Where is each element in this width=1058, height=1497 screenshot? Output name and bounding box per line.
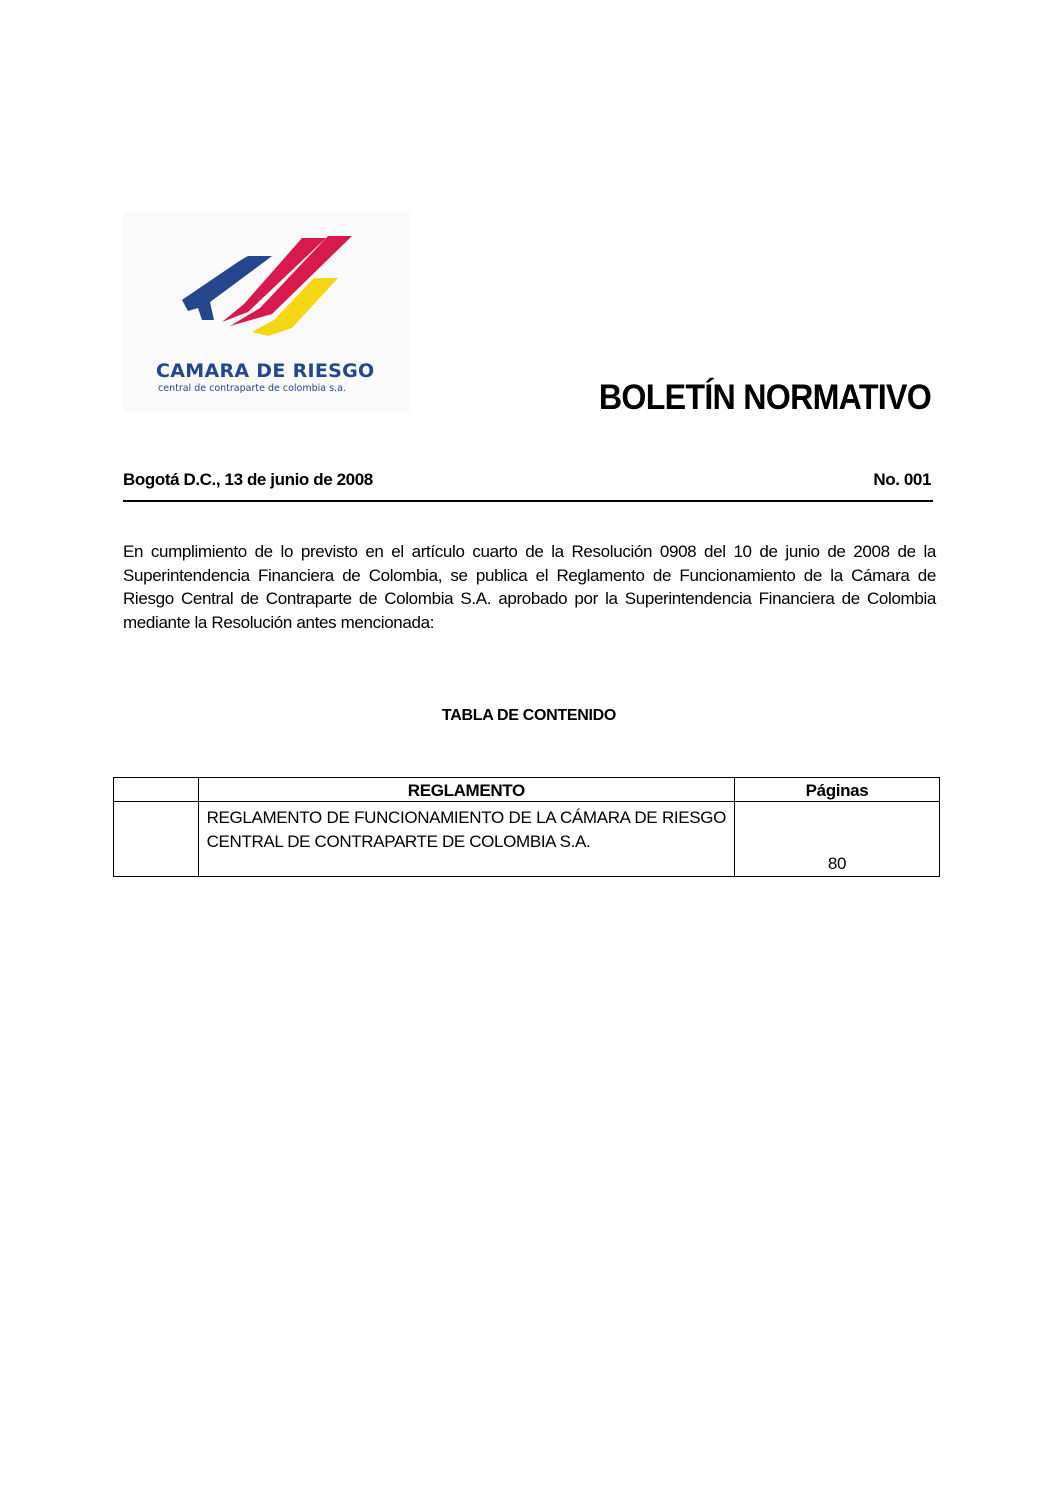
toc-header-pages: Páginas	[735, 778, 940, 802]
header-rule	[123, 470, 933, 502]
toc-heading: TABLA DE CONTENIDO	[441, 707, 617, 724]
toc-row-pages: 80	[735, 802, 940, 877]
bulletin-number: No. 001	[873, 470, 931, 489]
company-logo	[122, 212, 410, 412]
logo-stripes-icon	[122, 212, 410, 362]
document-title: BOLETÍN NORMATIVO	[598, 378, 931, 417]
toc-header-reglamento: REGLAMENTO	[198, 778, 734, 802]
table-row	[114, 802, 940, 877]
toc-header-row	[114, 778, 940, 802]
toc-row-index	[114, 802, 199, 877]
toc-table	[113, 777, 940, 877]
logo-wordmark: CAMARA DE RIESGO	[156, 360, 375, 382]
document-date: Bogotá D.C., 13 de junio de 2008	[123, 470, 373, 489]
logo-tagline: central de contraparte de colombia s.a.	[158, 383, 346, 394]
toc-header-index	[114, 778, 199, 802]
toc-row-title: REGLAMENTO DE FUNCIONAMIENTO DE LA CÁMARA DE RIESGO CENTRAL DE CONTRAPARTE DE COLOMBIA S.A.	[198, 802, 734, 877]
intro-paragraph: En cumplimiento de lo previsto en el artículo cuarto de la Resolución 0908 del 10 de junio de 2008 de la Superintendencia Financiera de Colombia, se publica el Reglamento de Funcionamiento de la Cámara de Riesgo Central de Contraparte de Colombia S.A. aprobado por la Superintendencia Financiera de Colombia mediante la Resolución antes mencionada:	[123, 542, 936, 632]
